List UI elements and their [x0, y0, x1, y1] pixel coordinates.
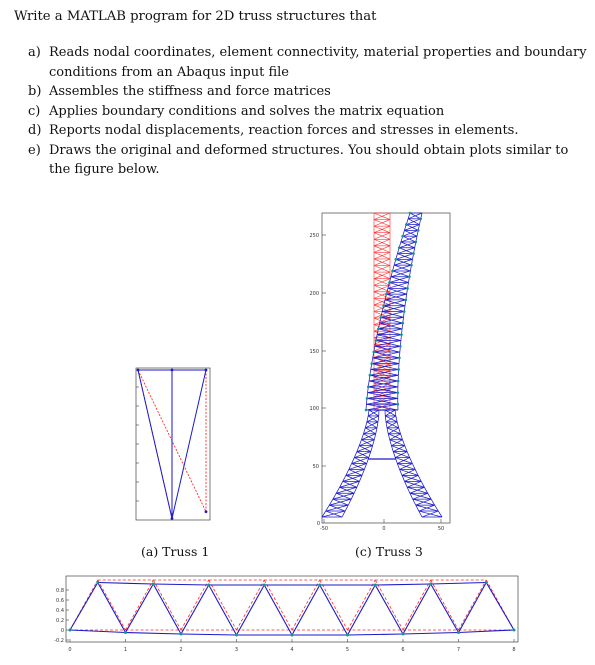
member	[407, 481, 421, 487]
node	[291, 634, 294, 637]
member	[405, 475, 419, 481]
top-chord	[153, 584, 209, 585]
truss3-plot	[300, 205, 460, 535]
node	[412, 252, 415, 255]
node	[405, 299, 408, 302]
y-tick-label: 0.4	[56, 608, 64, 614]
member	[352, 464, 365, 470]
member	[393, 446, 405, 452]
member	[419, 505, 435, 511]
node	[377, 328, 380, 331]
diagonal	[98, 583, 126, 633]
node	[401, 235, 404, 238]
bottom-chord	[348, 634, 404, 635]
y-tick-label: -0.2	[54, 638, 64, 644]
member	[395, 452, 407, 458]
member	[377, 422, 378, 428]
node	[417, 229, 420, 232]
y-tick-label: 200	[309, 291, 319, 297]
x-tick-label: 3	[234, 647, 239, 653]
x-tick-label: 4	[290, 647, 294, 653]
node	[69, 629, 72, 632]
node	[419, 217, 422, 220]
x-tick-label: 50	[437, 526, 445, 532]
diagonal	[209, 580, 237, 630]
node	[388, 281, 391, 284]
diagonal	[348, 580, 376, 630]
node	[399, 345, 402, 348]
diagonal	[264, 580, 292, 630]
member	[385, 416, 386, 422]
member	[333, 499, 348, 505]
member	[402, 469, 415, 475]
diagonal	[403, 584, 431, 634]
diagonal	[486, 583, 514, 631]
node	[403, 310, 406, 313]
truss1-plot	[120, 360, 220, 530]
member	[378, 416, 379, 422]
y-tick-label: 100	[309, 406, 319, 412]
item-label: e)	[28, 142, 41, 158]
node	[366, 397, 369, 400]
member	[357, 452, 369, 458]
node	[171, 517, 174, 520]
y-tick-label: 150	[309, 349, 319, 355]
diagonal	[70, 583, 98, 631]
node	[380, 316, 383, 319]
diagonal	[209, 585, 237, 635]
intro-text: Write a MATLAB program for 2D truss structures that	[14, 9, 377, 24]
node	[171, 369, 174, 372]
list-item	[28, 141, 588, 180]
node	[391, 270, 394, 273]
truss3-caption: (c) Truss 3	[355, 544, 423, 559]
x-tick-label: 6	[401, 647, 405, 653]
node	[346, 634, 349, 637]
diagonal	[181, 585, 209, 634]
node	[369, 374, 372, 377]
node	[408, 275, 411, 278]
diagonal	[431, 584, 459, 633]
node	[401, 322, 404, 325]
node	[485, 581, 488, 584]
node	[415, 241, 418, 244]
diagonal	[320, 585, 348, 635]
member	[400, 464, 413, 470]
corner-label: 0	[316, 521, 320, 527]
truss1-plot-area	[136, 368, 210, 520]
diagonal	[292, 580, 320, 630]
node	[263, 584, 266, 587]
member	[329, 505, 345, 511]
top-chord	[98, 583, 154, 585]
x-tick-label: 1	[123, 647, 128, 653]
axes-box	[66, 576, 518, 642]
diagonal	[237, 580, 265, 630]
node	[400, 333, 403, 336]
y-tick-label: 250	[309, 233, 319, 239]
bottom-chord	[126, 633, 182, 635]
y-tick-label: 0.6	[56, 598, 64, 604]
member	[387, 428, 388, 434]
item-label: c)	[28, 103, 41, 119]
bridge-plot-area	[54, 576, 518, 653]
truss1-caption: (a) Truss 1	[141, 544, 210, 559]
bridge-truss-plot	[50, 572, 525, 660]
diagonal	[320, 580, 348, 630]
x-tick-label: 2	[179, 647, 183, 653]
node	[96, 581, 99, 584]
y-tick-label: 0.2	[56, 618, 64, 624]
node	[402, 633, 405, 636]
y-tick-label: 0.8	[56, 588, 64, 594]
x-tick-label: 0	[68, 647, 72, 653]
item-text: Draws the original and deformed structures. You should obtain plots similar to the figure below.	[49, 142, 569, 177]
diagonal	[459, 583, 487, 633]
member	[340, 487, 354, 493]
member	[413, 493, 428, 499]
top-chord	[431, 583, 487, 585]
diagonal	[375, 580, 403, 630]
node	[205, 369, 208, 372]
diagonal	[431, 580, 459, 630]
node	[124, 631, 127, 634]
y-tick-label: 0	[60, 628, 64, 634]
node	[410, 264, 413, 267]
deformed-element	[172, 370, 206, 519]
node	[207, 584, 210, 587]
node	[367, 386, 370, 389]
member	[397, 458, 409, 464]
item-text: Applies boundary conditions and solves the matrix equation	[49, 103, 445, 119]
node	[180, 633, 183, 636]
member	[391, 440, 402, 446]
x-tick-label: 0	[382, 526, 386, 532]
member	[368, 410, 369, 416]
diagonal	[126, 584, 154, 633]
member	[386, 422, 387, 428]
node	[406, 287, 409, 290]
node	[397, 403, 400, 406]
deformed-bridge	[70, 583, 514, 636]
node	[370, 362, 373, 365]
list-item	[28, 121, 588, 141]
left-leg	[322, 410, 379, 517]
item-label: b)	[28, 84, 42, 99]
diagonal	[153, 580, 181, 630]
item-text: Reads nodal coordinates, element connectivity, material properties and boundary conditions from an Abaqus input file	[49, 45, 587, 80]
bottom-chord	[181, 634, 237, 635]
item-label: a)	[28, 45, 41, 60]
top-chord	[375, 584, 431, 585]
list-item	[28, 102, 588, 122]
diagonal	[153, 584, 181, 634]
deformed-element	[138, 370, 172, 519]
item-text: Assembles the stiffness and force matrices	[49, 84, 331, 99]
member	[346, 475, 360, 481]
member	[343, 481, 357, 487]
node	[405, 223, 408, 226]
diagonal	[375, 585, 403, 634]
node	[374, 584, 377, 587]
bottom-chord	[403, 633, 459, 635]
member	[359, 446, 371, 452]
member	[326, 511, 342, 517]
diagonal	[292, 585, 320, 635]
member	[354, 458, 366, 464]
diagonal	[237, 585, 265, 635]
node	[385, 293, 388, 296]
node	[398, 357, 401, 360]
node	[513, 629, 516, 632]
axes-box	[322, 213, 450, 523]
truss3-plot-area	[309, 212, 450, 532]
node	[372, 351, 375, 354]
item-text: Reports nodal displacements, reaction forces and stresses in elements.	[49, 123, 519, 138]
node	[318, 584, 321, 587]
node	[365, 409, 368, 412]
diagonal	[459, 580, 487, 630]
node	[394, 258, 397, 261]
list-item	[28, 82, 588, 102]
diagonal	[98, 580, 126, 630]
node	[235, 634, 238, 637]
node	[398, 246, 401, 249]
x-tick-label: 8	[512, 647, 516, 653]
node	[152, 583, 155, 586]
list-item	[28, 43, 588, 82]
y-tick-label: 50	[312, 464, 319, 470]
original-bridge	[70, 580, 514, 630]
diagonal	[126, 580, 154, 630]
member	[349, 469, 362, 475]
node	[457, 631, 460, 634]
item-label: d)	[28, 123, 42, 138]
node	[397, 368, 400, 371]
diagonal	[181, 580, 209, 630]
node	[375, 339, 378, 342]
member	[416, 499, 431, 505]
member	[361, 440, 372, 446]
node	[397, 380, 400, 383]
node	[137, 369, 140, 372]
member	[336, 493, 351, 499]
node	[429, 583, 432, 586]
x-tick-label: 7	[456, 647, 461, 653]
member	[376, 428, 377, 434]
member	[410, 487, 424, 493]
x-tick-label: 5	[345, 647, 350, 653]
right-leg	[385, 410, 442, 517]
diagonal	[348, 585, 376, 635]
member	[395, 410, 396, 416]
node	[205, 510, 208, 513]
diagonal	[264, 585, 292, 635]
requirements-list	[28, 43, 588, 180]
node	[409, 212, 412, 215]
diagonal	[403, 580, 431, 630]
member	[422, 511, 438, 517]
node	[382, 304, 385, 307]
node	[397, 391, 400, 394]
x-tick-label: -50	[319, 526, 329, 532]
